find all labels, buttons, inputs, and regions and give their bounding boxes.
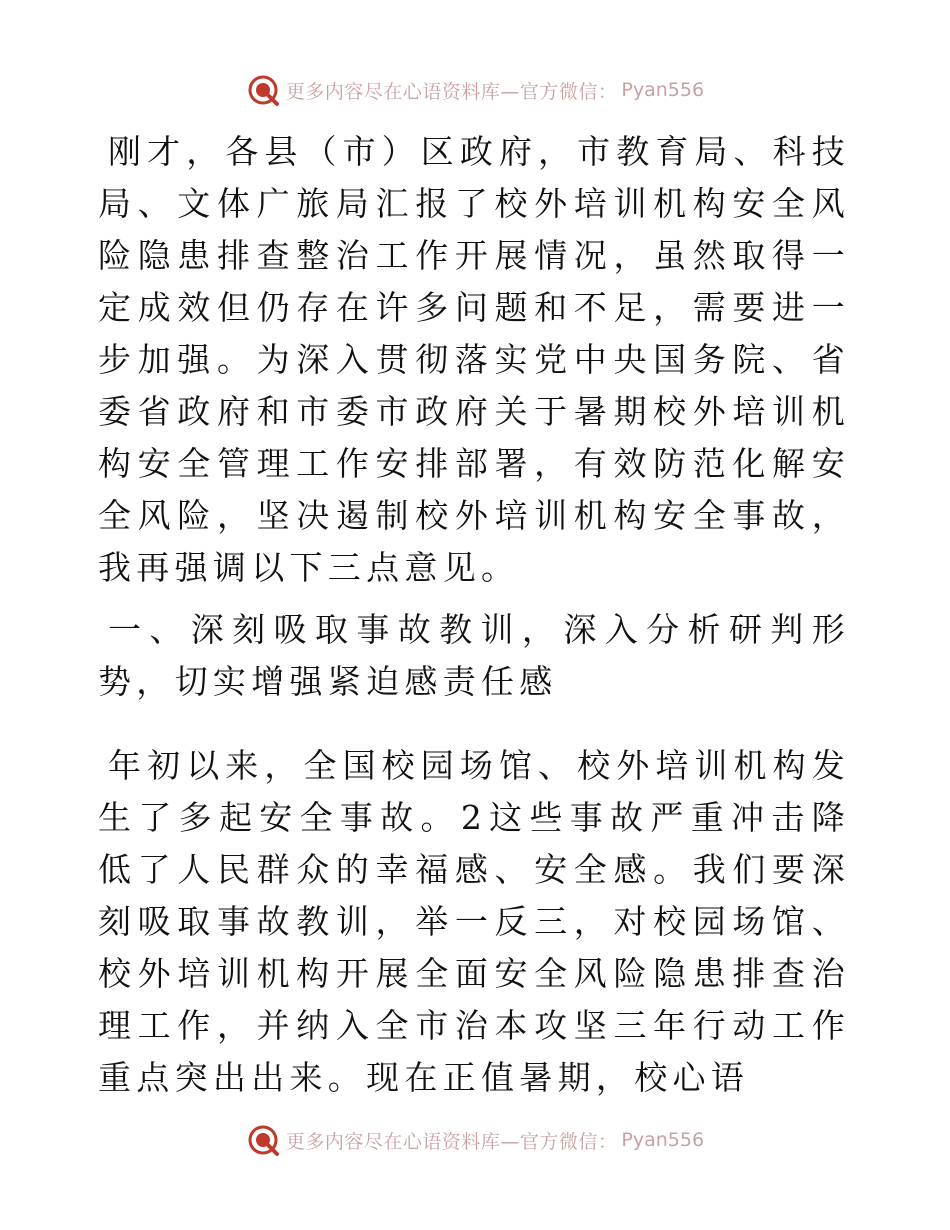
paragraph-section-1: 年初以来，全国校园场馆、校外培训机构发生了多起安全事故。2这些事故严重冲击降低了人民群众的幸福感、安全感。我们要深刻吸取事故教训，举一反三，对校园场馆、校外培训机构开展全面安全风险隐患排查治理工作，并纳入全市治本攻坚三年行动工作重点突出出来。现在正值暑期，校心语 <box>98 746 850 1097</box>
footer-banner-text: 更多内容尽在心语资料库—官方微信： <box>285 1130 618 1153</box>
footer-wechat-account: Pyan556 <box>621 1129 705 1151</box>
section-heading-1: 一、深刻吸取事故教训，深入分析研判形势，切实增强紧迫感责任感 <box>98 610 850 701</box>
header-banner <box>0 70 950 110</box>
pen-logo-icon <box>246 73 280 107</box>
pen-logo-icon <box>246 1123 280 1157</box>
paragraph-intro: 刚才，各县（市）区政府，市教育局、科技局、文体广旅局汇报了校外培训机构安全风险隐患排查整治工作开展情况，虽然取得一定成效但仍存在许多问题和不足，需要进一步加强。为深入贯彻落实党中央国务院、省委省政府和市委市政府关于暑期校外培训机构安全管理工作安排部署，有效防范化解安全风险，坚决遏制校外培训机构安全事故，我再强调以下三点意见。 <box>98 132 850 587</box>
header-banner-text: 更多内容尽在心语资料库—官方微信： <box>285 80 618 103</box>
footer-banner <box>0 1120 950 1160</box>
header-wechat-account: Pyan556 <box>621 79 705 101</box>
